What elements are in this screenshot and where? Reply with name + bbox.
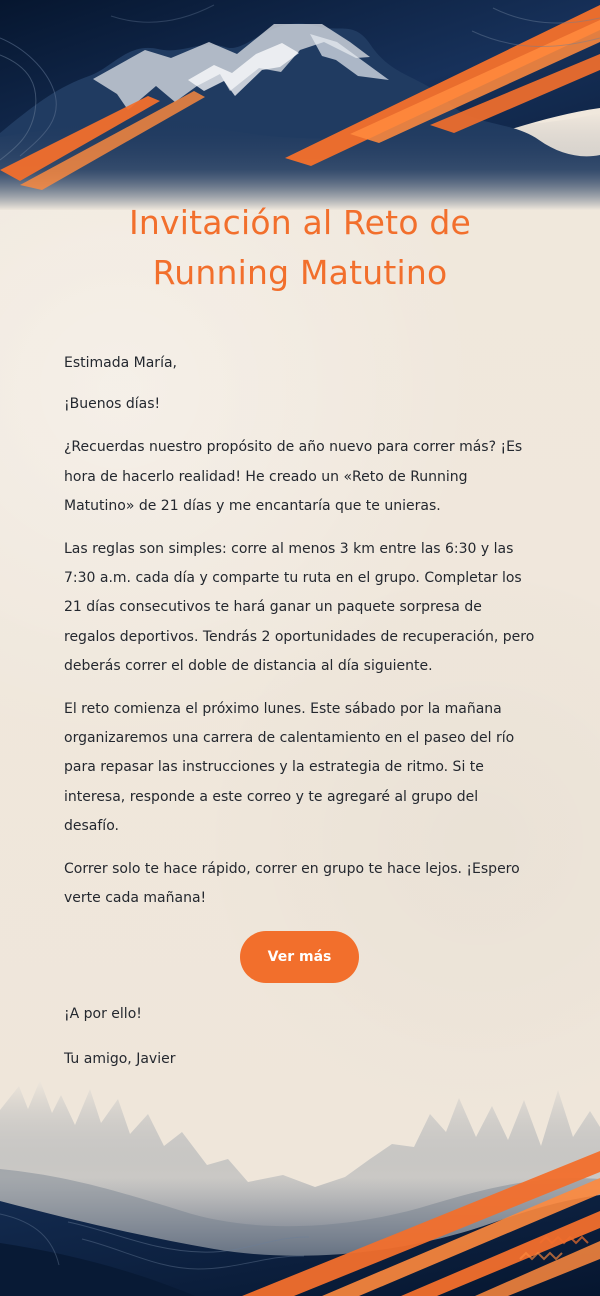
body-paragraph-4: Correr solo te hace rápido, correr en grupo te hace lejos. ¡Espero verte cada mañana! [64, 861, 520, 907]
email-title: Invitación al Reto de Running Matutino [128, 203, 472, 292]
body-paragraph-1: ¿Recuerdas nuestro propósito de año nuevo para correr más? ¡Es hora de hacerlo realidad! He creado un «Reto de Running Matutino» de 21 días y me encantaría que te unieras. [64, 439, 523, 514]
signoff-line: ¡A por ello! [64, 1006, 142, 1022]
body-paragraph-2: Las reglas son simples: corre al menos 3 km entre las 6:30 y las 7:30 a.m. cada día y comparte tu ruta en el grupo. Completar los 21 días consecutivos te hará ganar un paquete sorpresa de regalos deportivos. Tendrás 2 oportunidades de recuperación, pero deberás correr el doble de distancia al día siguiente. [64, 541, 535, 674]
greeting-line: Estimada María, [64, 355, 177, 371]
signature-line: Tu amigo, Javier [64, 1051, 176, 1067]
email-body [64, 349, 536, 927]
see-more-button[interactable]: Ver más [240, 931, 359, 983]
forest-footer-illustration [0, 1071, 600, 1296]
call-to-action-wrapper [240, 931, 359, 983]
hello-line: ¡Buenos días! [64, 396, 161, 413]
mountain-header-illustration [0, 0, 600, 210]
body-paragraph-3: El reto comienza el próximo lunes. Este sábado por la mañana organizaremos una carrera de calentamiento en el paseo del río para repasar las instrucciones y la estrategia de ritmo. Si te interesa, responde a este correo y te agregaré al grupo del desafío. [64, 701, 515, 834]
